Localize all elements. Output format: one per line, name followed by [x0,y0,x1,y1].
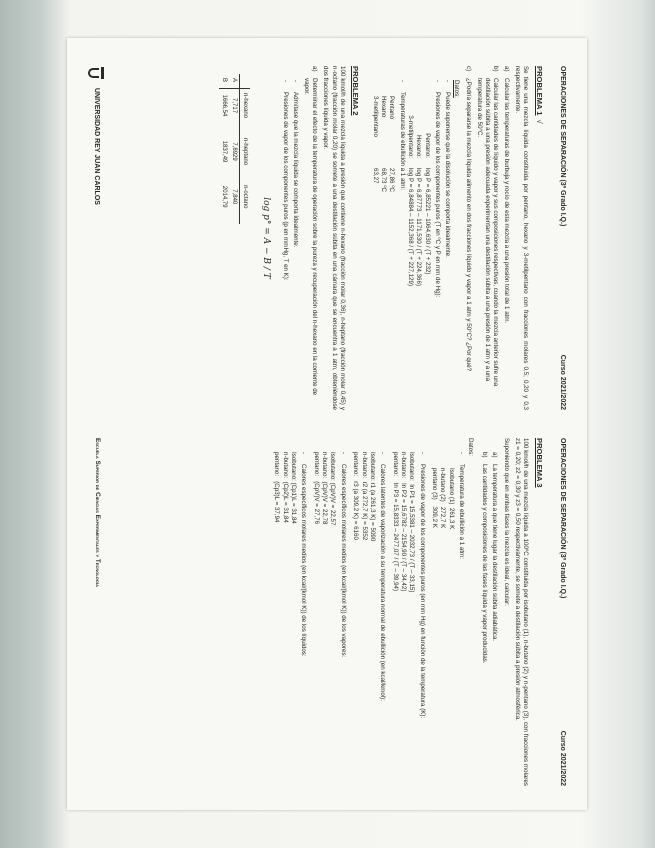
course-year: Curso 2021/2022 [559,730,566,786]
table-header-cell: n-hexano [240,89,251,135]
course-title: OPERACIONES DE SEPARACIÓN (3º Grado I.Q.) [559,66,566,227]
problem-2-a: a) Determinar el efecto de la temperatura de operación sobre la pureza y recuperación del n-hexano en la corriente de vapor. [302,66,318,396]
table-cell: 7,840 [231,189,238,205]
problem-3-data-2: - Presiones de vapor de los componentes puros (en mm Hg) en función de la temperatura (K): [418,452,426,719]
lh-isobutano: Isobutano: r1 (a 261,3 K) = 5090 [368,452,376,542]
problem-3-intro-2: Suponiendo que en ambas fases la mezcla es ideal, calcular: [502,438,510,606]
eq-hexano: Hexano: log P = 6,87773 – 1171,530 / (T + 224,366) [415,134,423,286]
table-header-row [240,74,251,224]
tb-n-butano: n-butano (2) 272,7 K [439,468,447,529]
problem-3-a: a) La temperatura a que tiene lugar la destilación súbita adiabática. [491,452,499,642]
problem-1-title-text: PROBLEMA 1 [534,66,544,116]
eq-3-metilpentano: 3-metilpentano: log P = 6,84884 – 1152,368 / (T + 227,129) [407,115,414,286]
eq-pentano: Pentano: log P = 6,85221 – 1064,630 / (T + 232) [423,133,431,275]
rotated-exam-sheet [67,38,587,810]
cl-n-butano: n-butano: (Cp2)L = 31,84 [281,452,289,523]
problem-2-b1: - Admítase que la mezcla líquida se comporta idealmente. [292,80,300,248]
school-name: Escuela Superior de Ciencias Experimentales y Tecnología [94,438,101,588]
left-column [67,38,587,424]
cl-isobutano: Isobutano: (Cp1)L = 31,84 [290,452,298,524]
university-name: UNIVERSIDAD REY JUAN CARLOS [92,88,100,205]
problem-1-b: b) Calcular las cantidades de líquido y vapor y sus composiciones respectivas, cuando la mezcla anterior sufre una destilación súbita a una presión adecuada experimentan una destilación súbita a una presión de 1 atm y a una temperatura de 50°C. [475,66,500,387]
left-footer [87,66,105,205]
antoine-equation: log p° = A − B / T [261,197,272,279]
pv-pentano: pentano: ln P3 = 15,8333 – 2477,07 / (T – 39,94) [391,452,399,592]
table-cell: 1666,54 [221,94,228,117]
problem-2-b2: - Presiones de vapor de los componentes puros (p en mmHg, T en K): [281,80,289,281]
table-cell: 7,8929 [231,142,238,161]
tb-pentano: pentano (3) 309,2 K [431,468,439,528]
pv-isobutano: Isobutano: ln P1 = 15,5381 – 2032,73 / (T – 33,15) [408,452,416,593]
problem-3-title: PROBLEMA 3 [534,438,544,488]
tb-3-metilpentano: 3-metilpentano 63,27 [371,96,379,184]
left-header [558,66,567,410]
problem-1-data-1: - Puede suponerse que la disolución se comporta idealmente. [444,80,452,258]
table-cell: 1837,49 [221,140,228,163]
tb-hexano: Hexano 68,73 ºC [379,96,387,192]
table-header-cell: n-octano [240,181,251,224]
table-row [229,74,240,224]
problem-1-c: c) ¿Podría separarse la mezcla líquida alimento en dos fracciones líquido y vapor a 1 atm y 50°C? ¿Por qué? [465,66,473,372]
cv-n-butano: n-butano: (CpV)V = 22,78 [321,452,329,525]
problem-3-data-5: - Calores específicos molares medios (en kcal/(kmol K)) de los líquidos: [300,452,308,657]
problem-2-intro: 100 kmol/h de una mezcla líquida a presión que contiene n-hexano (fracción molar 0,36), n-heptano (fracción molar 0,45) y n-octano (fracción molar 0,20) se somete a una destilación súbita en una cámara que se encuentra a 1 atm, obteniéndose dos fracciones líquida y vapor. [322,66,346,410]
right-header [558,438,567,786]
problem-3-data-3: - Calores latentes de vaporización a su temperatura normal de ebullición (en kcal/kmol): [379,452,387,701]
lh-n-butano: n-butano: r2 (a 272,7 K) = 5352 [360,452,368,541]
tb-isobutano: Isobutano (1) 261,3 K [447,468,455,530]
table-cell: 2014,79 [221,185,228,208]
table-cell: B [219,74,229,89]
cv-isobutano: Isobutano: (CpV)V = 22,57 [329,452,337,526]
problem-1-data-3: - Temperaturas de ebullición a 1 atm: [398,80,406,191]
lh-pentano: pentano: r3 (a 309,2 K) = 6160 [352,452,360,540]
university-logo-icon [87,66,105,80]
check-mark-icon: √ [534,119,544,124]
problem-2-title: PROBLEMA 2 [351,66,361,116]
table-cell: A [229,74,240,89]
problem-1-title [533,66,543,410]
table-header-cell [240,74,251,89]
problem-3-b: b) Las cantidades y composiciones de las fases líquida y vapor producidas. [480,452,488,664]
problem-1-data-2: - Presiones de vapor de los componentes puros (T en ºC y P en mm de Hg): [434,80,442,298]
table-cell: 7,717 [231,98,238,114]
problem-1-intro: Se tiene una mezcla líquida constituida por pentano, hexano y 3-metilpentano con fracciones molares 0,5; 0,20 y 0,3 respectivamente. [513,66,530,410]
problem-3-intro: 100 kmol/h de una mezcla líquida a 100ºC constituida por isobutano (1), n-butano (2) y n-pentano (3), con fracciones molares z1 = 0,20; z2 = 0,30 y z3 = 0,50 respectivamente, se somete a destilación súbita a presión atmosférica. [513,438,530,786]
problem-3-data-title: Datos: [466,438,474,456]
cl-pentano: pentano: (Cp3)L = 37,94 [273,452,281,523]
table-header-cell: n-heptano [240,134,251,181]
problem-1-data-title: Datos: [452,80,460,98]
pv-n-butano: n-butano: ln P2 = 15,6782 – 2154,90 / (T – 34,42) [400,452,407,592]
problem-3-data-4: - Calores específicos molares medios (en kcal/(kmol K)) de los vapores: [339,452,347,658]
course-year: Curso 2021/2022 [559,354,566,410]
paper-sheet [67,38,587,810]
cv-pentano: pentano: (CpV)V = 27,76 [312,452,320,525]
course-title: OPERACIONES DE SEPARACIÓN (3º Grado I.Q.) [559,438,566,599]
antoine-constants-table [219,74,250,224]
problem-3-data-1: - Temperatura de ebullición a 1 atm: [458,452,466,559]
tb-pentano: Pentano 27,86 ºC [388,96,396,192]
table-row [219,74,229,224]
problem-1-a: a) Calcular las temperaturas de burbuja y rocío de esta mezcla a una presión total de 1 atm. [502,66,510,324]
right-column [67,424,587,810]
